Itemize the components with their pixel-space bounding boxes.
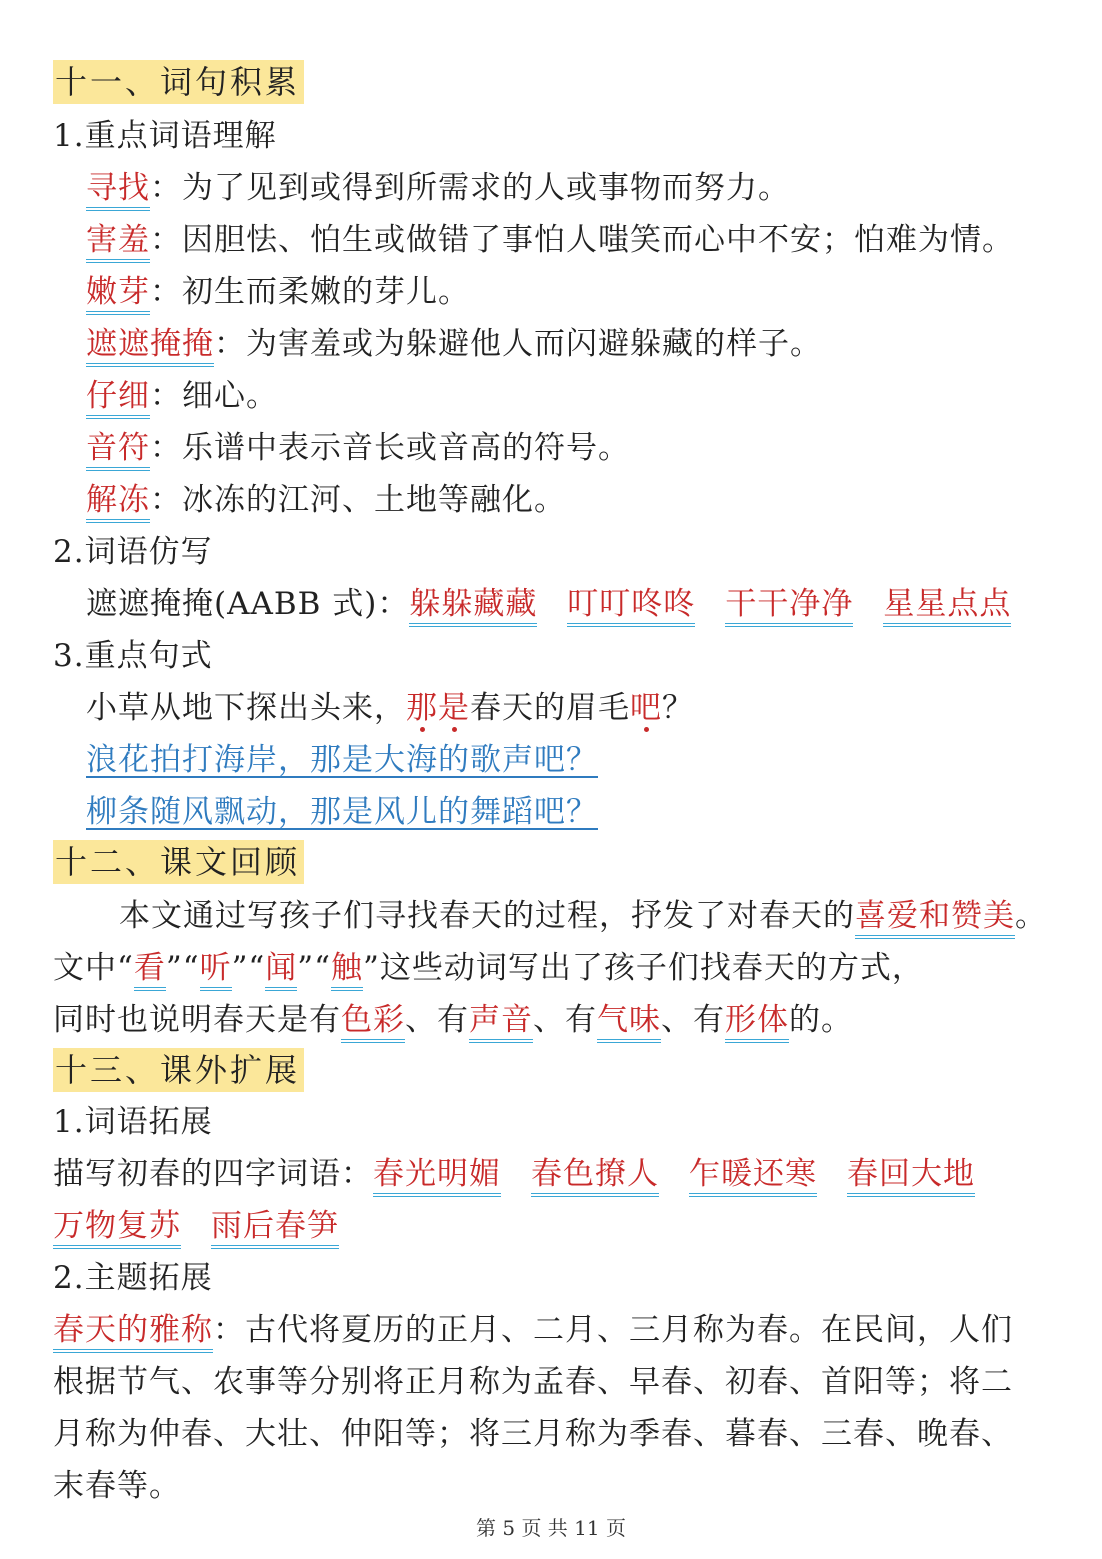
term-definition: ：冰冻的江河、土地等融化。: [150, 482, 566, 518]
subheading-word-expansion: 1.词语拓展: [53, 1104, 213, 1140]
review-text: ”“: [297, 950, 331, 986]
term-row-4: [86, 322, 822, 366]
review-text: 的。: [789, 1002, 853, 1038]
term-row-3: [86, 270, 470, 314]
review-text: 本文通过写孩子们寻找春天的过程，抒发了对春天的: [119, 898, 855, 934]
spring-words-row-1: [53, 1152, 975, 1196]
term-row-1: [86, 166, 790, 210]
review-term: 喜爱和赞美: [855, 898, 1015, 939]
review-text: ”“: [231, 950, 266, 986]
term-word: 寻找: [86, 170, 150, 211]
section-11-title: 十一、词句积累: [53, 60, 304, 104]
term-word: 害羞: [86, 222, 150, 263]
spring-words-row-2: [53, 1204, 339, 1248]
review-text: 、有: [661, 1002, 725, 1038]
imitate-label: 遮遮掩掩(AABB 式)：: [86, 586, 410, 622]
theme-text: ：古代将夏历的正月、二月、三月称为春。在民间，人们: [213, 1312, 1013, 1348]
subheading-key-words: 1.重点词语理解: [53, 118, 277, 154]
review-text: 、有: [405, 1002, 469, 1038]
review-term: 触: [331, 950, 363, 991]
theme-line-2: 根据节气、农事等分别将正月称为孟春、早春、初春、首阳等；将二: [53, 1364, 1013, 1400]
review-text: ”这些动词写出了孩子们找春天的方式，: [362, 950, 924, 986]
review-text: 。: [1015, 898, 1047, 934]
term-word: 音符: [86, 430, 150, 471]
sentence-text: 春天的眉毛: [470, 690, 630, 726]
theme-term: 春天的雅称: [53, 1312, 213, 1353]
review-text: 文中“: [53, 950, 134, 986]
imitate-row: [86, 582, 1011, 626]
review-term: 形体: [725, 1002, 789, 1043]
theme-line-4: 末春等。: [53, 1468, 181, 1504]
term-word: 仔细: [86, 378, 150, 419]
emphasis-char: 那: [406, 690, 438, 726]
spring-word: 乍暖还寒: [689, 1156, 817, 1197]
review-term: 看: [134, 950, 166, 991]
review-line-1: [53, 894, 1047, 938]
emphasis-char: 是: [438, 690, 470, 726]
term-word: 解冻: [86, 482, 150, 523]
term-row-6: [86, 426, 630, 470]
spring-word: 春色撩人: [531, 1156, 659, 1197]
subheading-imitate: 2.词语仿写: [53, 534, 213, 570]
emphasis-char: 吧: [630, 690, 662, 726]
example-text: 柳条随风飘动，那是风儿的舞蹈吧？: [86, 794, 598, 830]
review-term: 闻: [265, 950, 297, 991]
spring-word: 雨后春笋: [211, 1208, 339, 1249]
review-line-2: [53, 946, 924, 990]
review-line-3: [53, 998, 853, 1042]
sentence-text: ？: [662, 690, 694, 726]
term-definition: ：为了见到或得到所需求的人或事物而努力。: [150, 170, 790, 206]
sentence-text: 小草从地下探出头来，: [86, 690, 406, 726]
example-sentence-2: [86, 790, 598, 834]
review-term: 气味: [597, 1002, 661, 1043]
subheading-theme-expansion: 2.主题拓展: [53, 1260, 213, 1296]
section-12-heading: [53, 840, 304, 885]
section-13-title: 十三、课外扩展: [53, 1048, 304, 1092]
subheading-sentence: 3.重点句式: [53, 638, 213, 674]
review-term: 声音: [469, 1002, 533, 1043]
imitate-word: 叮叮咚咚: [567, 586, 695, 627]
term-definition: ：乐谱中表示音长或音高的符号。: [150, 430, 630, 466]
term-row-5: [86, 374, 278, 418]
term-definition: ：为害羞或为躲避他人而闪避躲藏的样子。: [214, 326, 822, 362]
review-text: 同时也说明春天是有: [53, 1002, 341, 1038]
spring-word: 万物复苏: [53, 1208, 181, 1249]
review-text: ”“: [165, 950, 200, 986]
imitate-word: 躲躲藏藏: [409, 586, 537, 627]
term-definition: ：因胆怯、怕生或做错了事怕人嗤笑而心中不安；怕难为情。: [150, 222, 1014, 258]
page-number-footer: 第 5 页 共 11 页: [476, 1516, 626, 1540]
spring-words-label: 描写初春的四字词语：: [53, 1156, 373, 1192]
spring-word: 春光明媚: [373, 1156, 501, 1197]
section-11-heading: [53, 60, 304, 105]
imitate-word: 干干净净: [725, 586, 853, 627]
section-13-heading: [53, 1048, 304, 1093]
review-term: 听: [200, 950, 232, 991]
term-definition: ：初生而柔嫩的芽儿。: [150, 274, 470, 310]
review-text: 、有: [533, 1002, 597, 1038]
imitate-word: 星星点点: [883, 586, 1011, 627]
theme-line-1: [53, 1308, 1013, 1352]
section-12-title: 十二、课文回顾: [53, 840, 304, 884]
theme-line-3: 月称为仲春、大壮、仲阳等；将三月称为季春、暮春、三春、晚春、: [53, 1416, 1013, 1452]
term-word: 遮遮掩掩: [86, 326, 214, 367]
term-row-7: [86, 478, 566, 522]
spring-word: 春回大地: [847, 1156, 975, 1197]
term-word: 嫩芽: [86, 274, 150, 315]
example-text: 浪花拍打海岸，那是大海的歌声吧？: [86, 742, 598, 778]
review-term: 色彩: [341, 1002, 405, 1043]
term-row-2: [86, 218, 1014, 262]
key-sentence: [86, 686, 694, 730]
example-sentence-1: [86, 738, 598, 782]
term-definition: ：细心。: [150, 378, 278, 414]
